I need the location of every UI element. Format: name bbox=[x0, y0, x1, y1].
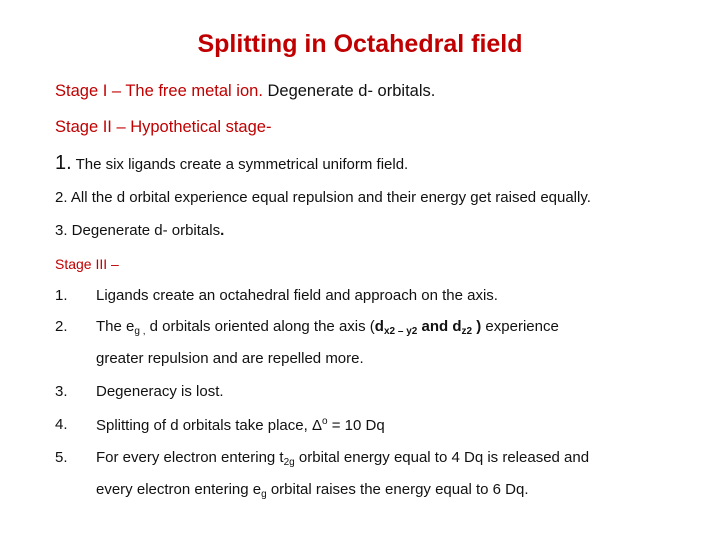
stage-3-item-5-line2 bbox=[96, 481, 529, 500]
stage-3-item-1-num: 1. bbox=[55, 287, 68, 304]
item-5-line2-pre: every electron entering e bbox=[96, 481, 262, 498]
item-2-pre: The e bbox=[96, 318, 135, 335]
stage-3-item-5-num: 5. bbox=[55, 449, 68, 466]
stage-3-label: Stage III – bbox=[55, 256, 119, 272]
dz2-subscript: z2 bbox=[461, 326, 473, 337]
d-label-1: d bbox=[374, 318, 384, 335]
item-4-pre: Splitting of d orbitals take place, Δ bbox=[96, 417, 322, 434]
stage-2-item-3-num: 3. bbox=[55, 222, 68, 239]
stage-1-text: Degenerate d- orbitals. bbox=[262, 82, 436, 100]
stage-3-item-3-num: 3. bbox=[55, 383, 68, 400]
stage-2-item-3-text: Degenerate d- orbitals bbox=[67, 222, 221, 239]
stage-2-item-3 bbox=[55, 222, 224, 239]
item-2-d-labels bbox=[375, 318, 481, 335]
stage-3-item-2-num: 2. bbox=[55, 318, 68, 335]
stage-3-item-5-text bbox=[96, 449, 589, 468]
stage-3-item-2-line2: greater repulsion and are repelled more. bbox=[96, 350, 364, 367]
stage-2-item-1-num: 1. bbox=[55, 152, 72, 174]
close-paren: ) bbox=[472, 318, 482, 335]
item-2-post: experience bbox=[481, 318, 559, 335]
stage-1-line bbox=[55, 82, 435, 101]
t2g-subscript: 2g bbox=[283, 457, 295, 468]
stage-2-item-3-end: . bbox=[220, 222, 225, 239]
and-d-label: and d bbox=[417, 318, 462, 335]
item-5-line2-post: orbital raises the energy equal to 6 Dq. bbox=[266, 481, 529, 498]
item-5-pre: For every electron entering t bbox=[96, 449, 284, 466]
stage-1-label: Stage I – The free metal ion. bbox=[55, 82, 263, 100]
page-title: Splitting in Octahedral field bbox=[197, 30, 523, 58]
stage-2-label: Stage II – Hypothetical stage- bbox=[55, 118, 272, 136]
stage-3-item-3-text: Degeneracy is lost. bbox=[96, 383, 224, 400]
stage-2-item-2-text: All the d orbital experience equal repulsion and their energy get raised equally. bbox=[67, 189, 591, 206]
stage-3-item-1-text: Ligands create an octahedral field and approach on the axis. bbox=[96, 287, 498, 304]
stage-2-item-1 bbox=[55, 152, 408, 175]
stage-2-item-2-num: 2. bbox=[55, 189, 68, 206]
stage-2-item-1-text: The six ligands create a symmetrical uniform field. bbox=[71, 156, 409, 173]
item-2-mid: d orbitals oriented along the axis ( bbox=[145, 318, 375, 335]
item-5-post: orbital energy equal to 4 Dq is released and bbox=[294, 449, 590, 466]
stage-2-item-2 bbox=[55, 189, 591, 206]
item-4-post: = 10 Dq bbox=[327, 417, 385, 434]
delta-o-superscript: o bbox=[321, 416, 328, 427]
stage-3-item-4-text bbox=[96, 416, 385, 434]
eg-subscript: g , bbox=[134, 326, 146, 337]
stage-3-item-4-num: 4. bbox=[55, 416, 68, 433]
eg-subscript-2: g bbox=[261, 489, 267, 500]
dx2y2-subscript: x2 – y2 bbox=[383, 326, 418, 337]
stage-3-item-2-text bbox=[96, 318, 559, 337]
